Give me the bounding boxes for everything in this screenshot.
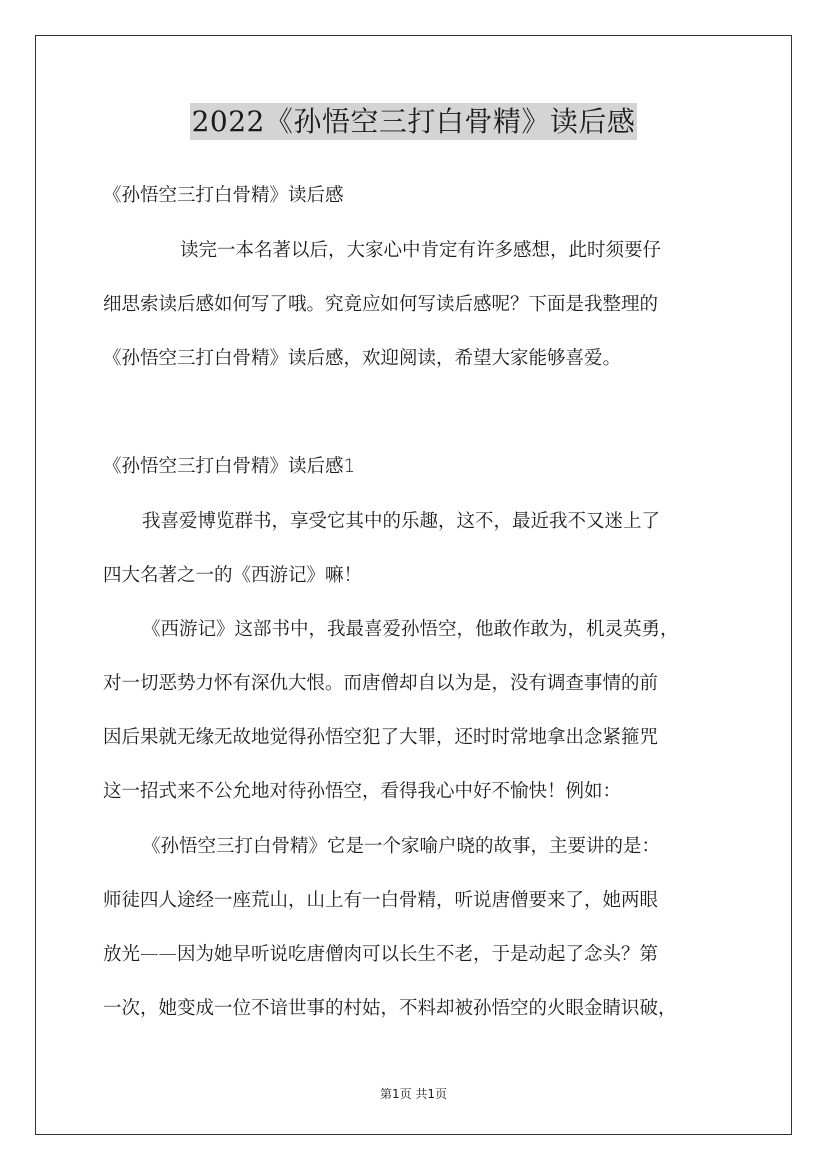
paragraph-line: 四大名著之一的《西游记》嘛！	[103, 565, 363, 586]
paragraph-line: 这一招式来不公允地对待孙悟空，看得我心中好不愉快！例如：	[103, 781, 622, 802]
paragraph-line: 《西游记》这部书中，我最喜爱孙悟空，他敢作敢为，机灵英勇，	[142, 619, 679, 640]
paragraph-line: 《孙悟空三打白骨精》它是一个家喻户晓的故事，主要讲的是：	[142, 836, 661, 857]
paragraph-line: 细思索读后感如何写了哦。究竟应如何写读后感呢？下面是我整理的	[103, 294, 659, 315]
subtitle-line: 《孙悟空三打白骨精》读后感	[103, 185, 344, 206]
paragraph-line: 《孙悟空三打白骨精》读后感，欢迎阅读，希望大家能够喜爱。	[103, 348, 622, 369]
paragraph-line: 一次，她变成一位不谙世事的村姑，不料却被孙悟空的火眼金睛识破，	[103, 998, 677, 1019]
paragraph-line: 师徒四人途经一座荒山，山上有一白骨精，听说唐僧要来了，她两眼	[103, 890, 659, 911]
paragraph-line: 我喜爱博览群书，享受它其中的乐趣，这不，最近我不又迷上了	[142, 511, 661, 532]
paragraph-line: 因后果就无缘无故地觉得孙悟空犯了大罪，还时时常地拿出念紧箍咒	[103, 727, 659, 748]
paragraph-line: 放光——因为她早听说吃唐僧肉可以长生不老，于是动起了念头？第	[103, 944, 659, 965]
document-title-container	[0, 100, 827, 140]
paragraph-line: 读完一本名著以后，大家心中肯定有许多感想，此时须要仔	[180, 240, 662, 261]
page-footer: 第1页 共1页	[379, 1087, 448, 1101]
paragraph-line: 对一切恶势力怀有深仇大恨。而唐僧却自以为是，没有调查事情的前	[103, 673, 659, 694]
document-title: 2022《孙悟空三打白骨精》读后感	[191, 105, 636, 138]
section-heading: 《孙悟空三打白骨精》读后感1	[103, 456, 356, 477]
